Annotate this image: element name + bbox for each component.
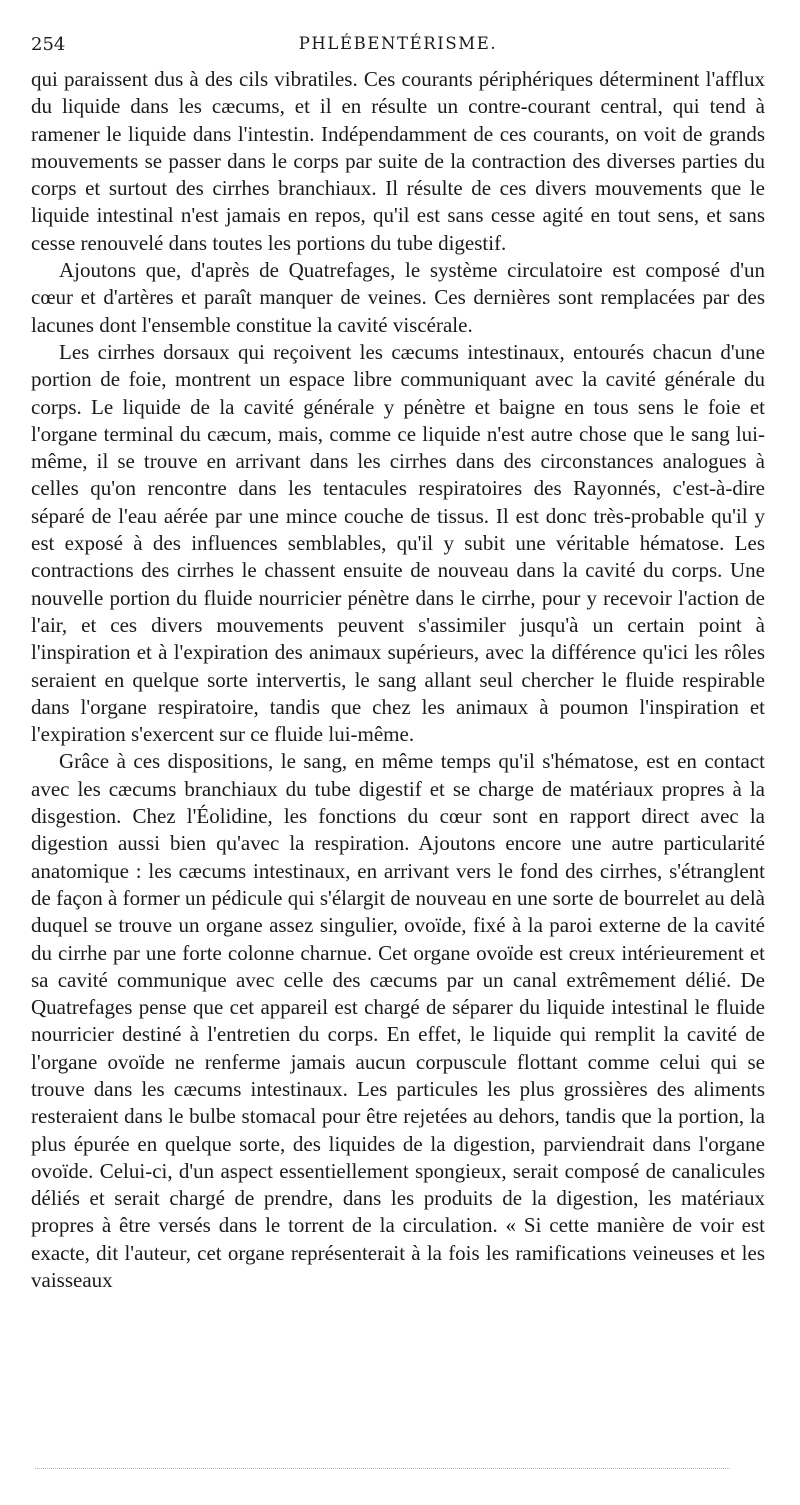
page-number: 254 (31, 34, 66, 55)
paragraph-digestion: Grâce à ces dispositions, le sang, en même temps qu'il s'hématose, est en contact avec les cæcums branchiaux du tube digestif et se charge de matériaux propres à la disgestion. Chez l'Éolidine, les fonctions du cœur sont en rapport direct avec la digestion aussi bien qu'avec la respiration. Ajoutons encore une autre particularité anatomique : les cæcums intestinaux, en arrivant vers le fond des cirrhes, s'étranglent de façon à former un pédicule qui s'élargit de nouveau en une sorte de bourrelet au delà duquel se trouve un organe assez singulier, ovoïde, fixé à la paroi externe de la cavité du cirrhe par une forte colonne charnue. Cet organe ovoïde est creux intérieurement et sa cavité communique avec celle des cæcums par un canal extrêmement délié. De Quatrefages pense que cet appareil est chargé de séparer du liquide intestinal le fluide nourricier destiné à l'entretien du corps. En effet, le liquide qui remplit la cavité de l'organe ovoïde ne renferme jamais aucun corpuscule flottant comme celui qui se trouve dans les cæcums intestinaux. Les particules les plus grossières des aliments resteraient dans le bulbe stomacal pour être rejetées au dehors, tandis que la portion, la plus épurée en quelque sorte, des liquides de la digestion, parviendrait dans l'organe ovoïde. Celui-ci, d'un aspect essentiellement spongieux, serait composé de canalicules déliés et serait chargé de prendre, dans les produits de la digestion, les matériaux propres à être versés dans le torrent de la circulation. « Si cette manière de voir est exacte, dit l'auteur, cet organe représenterait à la fois les ramifications veineuses et les vaisseaux (31, 749, 765, 1293)
paragraph-circulatory-system: Ajoutons que, d'après de Quatrefages, le système circulatoire est composé d'un cœur et d'artères et paraît manquer de veines. Ces dernières sont remplacées par des lacunes dont l'ensemble constitue la cavité viscérale. (31, 258, 765, 337)
body-text (31, 66, 765, 1294)
paragraph-dorsal-cirrhi: Les cirrhes dorsaux qui reçoivent les cæcums intestinaux, entourés chacun d'une portion de foie, montrent un espace libre communiquant avec la cavité générale du corps. Le liquide de la cavité générale y pénètre et baigne en tous sens le foie et l'organe terminal du cæcum, mais, comme ce liquide n'est autre chose que le sang lui-même, il se trouve en arrivant dans les cirrhes dans des circonstances analogues à celles qu'on rencontre dans les tentacules respiratoires des Rayonnés, c'est-à-dire séparé de l'eau aérée par une mince couche de tissus. Il est donc très-probable qu'il y est exposé à des influences semblables, qu'il y subit une véritable hématose. Les contractions des cirrhes le chassent ensuite de nouveau dans la cavité du corps. Une nouvelle portion du fluide nourricier pénètre dans le cirrhe, pour y recevoir l'action de l'air, et ces divers mouvements peuvent s'assimiler jusqu'à un certain point à l'inspiration et à l'expiration des animaux supérieurs, avec la différence qu'ici les rôles seraient en quelque sorte intervertis, le sang allant seul chercher le fluide respirable dans l'organe respiratoire, tandis que chez les animaux à poumon l'inspiration et l'expiration s'exercent sur ce fluide lui-même. (31, 339, 765, 747)
paragraph-continued: qui paraissent dus à des cils vibratiles. Ces courants périphériques déterminent l'afflux du liquide dans les cæcums, et il en résulte un contre-courant central, qui tend à ramener le liquide dans l'intestin. Indépendamment de ces courants, on voit de grands mouvements se passer dans le corps par suite de la contraction des diverses parties du corps et surtout des cirrhes branchiaux. Il résulte de ces divers mouvements que le liquide intestinal n'est jamais en repos, qu'il est sans cesse agité en tout sens, et sans cesse renouvelé dans toutes les portions du tube digestif. (31, 67, 765, 255)
running-title: PHLÉBENTÉRISME. (298, 34, 498, 53)
book-page (31, 26, 765, 1294)
page-header (31, 26, 765, 66)
scan-noise-divider (35, 1468, 730, 1469)
